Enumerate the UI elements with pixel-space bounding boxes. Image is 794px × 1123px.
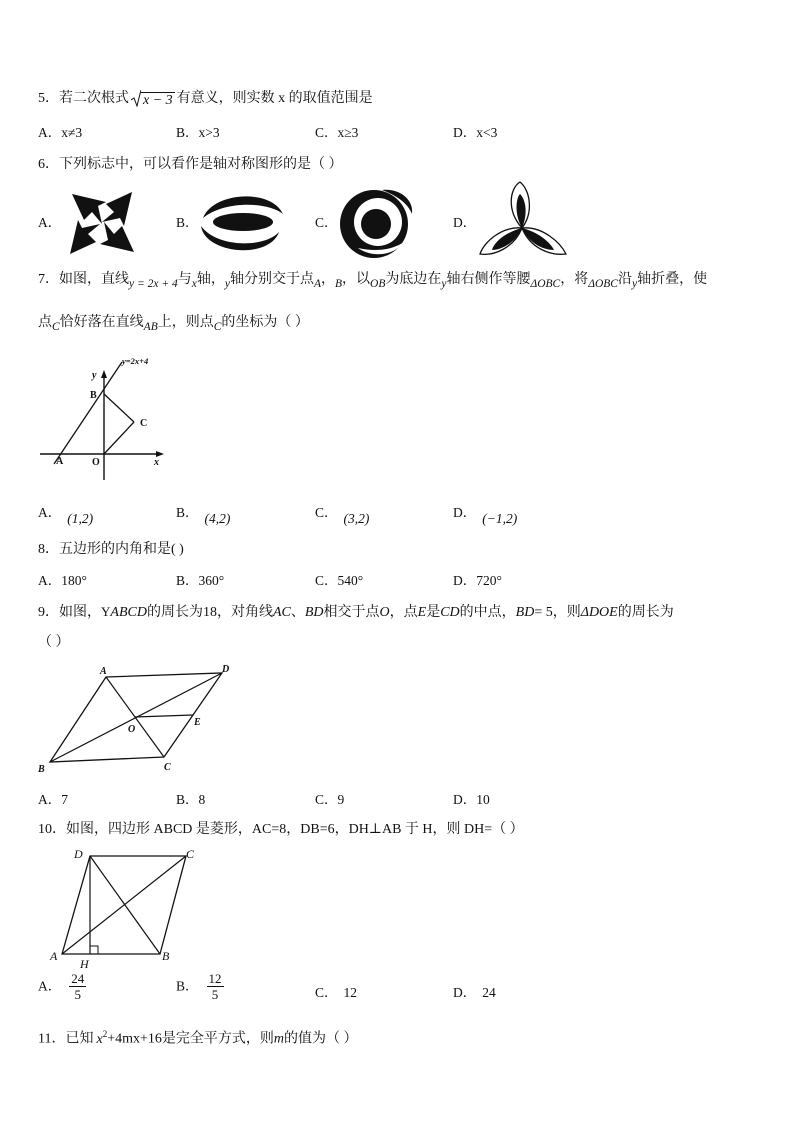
option-a[interactable]: A． (1,2) xyxy=(38,505,94,526)
point-o-label: O xyxy=(128,724,136,735)
option-c[interactable]: C．9 xyxy=(315,792,345,807)
option-b[interactable]: B．8 xyxy=(176,792,206,807)
point-b-label: B xyxy=(90,390,97,401)
option-d[interactable]: D．10 xyxy=(453,792,490,807)
question-text: 如图，四边形 ABCD 是菱形，AC=8，DB=6，DH⊥AB 于 H，则 DH=（ ） xyxy=(66,822,524,837)
point-c-label: C xyxy=(164,762,171,773)
option-b[interactable]: B．360° xyxy=(176,573,225,588)
option-d[interactable]: D． 24 xyxy=(453,985,496,1000)
line-equation: y = 2x + 4 xyxy=(129,278,178,290)
option-b[interactable]: B． xyxy=(176,215,199,230)
diagonal-bd xyxy=(90,856,160,954)
sqrt-expression xyxy=(131,89,175,110)
question-10 xyxy=(38,821,524,839)
question-number: 9． xyxy=(38,605,59,620)
segment-oc xyxy=(104,422,134,454)
question-6 xyxy=(38,156,343,174)
option-d[interactable]: D．720° xyxy=(453,573,502,588)
radical-sign xyxy=(131,89,141,107)
question-8 xyxy=(38,541,184,559)
question-7: 7．如图，直线$_{y = 2x + 4}$与$_x$轴，$_y$轴分别交于点$_A$，$_B$，以$_{OB}$为底边在$_y$轴右侧作等腰$_{\Delta OBC}$，将$_{\Delta OBC}$沿$_y$轴折叠，使 xyxy=(38,272,708,290)
question-number: 5． xyxy=(38,91,59,106)
point-a-label: A xyxy=(56,456,64,467)
three-petal-logo-icon xyxy=(476,180,572,260)
option-c[interactable]: C．x≥3 xyxy=(315,125,359,140)
point-d-label: D xyxy=(222,664,230,675)
option-c[interactable]: C．540° xyxy=(315,573,364,588)
option-a[interactable]: A． $\frac{24}{5}$ xyxy=(38,971,85,1002)
question-number: 8． xyxy=(38,542,59,557)
question-text: 五边形的内角和是( ) xyxy=(59,542,184,557)
point-h-label: H xyxy=(80,957,89,971)
question-number: 7． xyxy=(38,272,59,287)
option-a[interactable]: A．x≠3 xyxy=(38,125,83,140)
point-a-label: A xyxy=(50,949,58,963)
x-axis-label: x xyxy=(154,457,159,468)
option-d[interactable]: D．x<3 xyxy=(453,125,498,140)
q9-parallelogram-figure xyxy=(36,662,236,776)
point-o-label: O xyxy=(92,457,100,468)
diagonal-ac xyxy=(62,856,186,954)
option-d[interactable]: D． (−1,2) xyxy=(453,505,518,526)
point-a-label: A xyxy=(100,666,107,677)
option-b[interactable]: B． (4,2) xyxy=(176,505,231,526)
option-c[interactable]: C． xyxy=(315,215,338,230)
line-ab xyxy=(54,362,122,464)
segment-oe xyxy=(135,715,193,717)
fraction: $\frac{12}{5}$ xyxy=(208,971,222,1002)
option-d[interactable]: D． xyxy=(453,215,477,230)
point-d-label: D xyxy=(74,847,83,861)
point-b-label: B xyxy=(162,949,170,963)
question-9: 9．如图，YABCD的周长为18，对角线AC、BD相交于点O，点E是CD的中点，BD= 5，则ΔDOE的周长为 xyxy=(38,604,674,620)
option-a[interactable]: A． xyxy=(38,215,62,230)
question-number: 6． xyxy=(38,157,59,172)
polynomial-expression: +4mx+16 xyxy=(107,1031,162,1047)
option-c[interactable]: C． (3,2) xyxy=(315,505,370,526)
y-axis-label: y xyxy=(92,370,97,381)
point-b-label: B xyxy=(38,764,45,775)
line-label: y=2x+4 xyxy=(122,356,149,366)
parallelogram-symbol: Y xyxy=(101,604,111,619)
point-e-label: E xyxy=(194,717,201,728)
four-arrow-star-logo-icon xyxy=(62,184,142,262)
q10-rhombus-figure xyxy=(46,842,206,972)
question-text: 下列标志中，可以看作是轴对称图形的是（ ） xyxy=(59,157,343,172)
question-number: 10． xyxy=(38,822,66,837)
fraction: $\frac{24}{5}$ xyxy=(71,971,85,1002)
question-5 xyxy=(38,89,373,110)
eye-shape-logo-icon xyxy=(199,188,285,258)
point-c-label: C xyxy=(140,418,148,429)
question-7-line-2: 点$_C$恰好落在直线$_{AB}$上，则点$_C$的坐标为（ ） xyxy=(38,315,309,333)
circle-swirl-logo-icon xyxy=(338,184,416,260)
option-b[interactable]: B． $\frac{12}{5}$ xyxy=(176,971,222,1002)
option-a[interactable]: A．180° xyxy=(38,573,87,588)
y-axis-arrow xyxy=(101,370,107,378)
q7-coordinate-figure xyxy=(36,352,176,482)
question-text: 若二次根式 xyxy=(59,91,129,106)
question-9-line-2: （ ） xyxy=(38,635,70,650)
question-11: 11．已知 $x^2+4mx+16$是完全平方式，则m的值为（ ） xyxy=(38,1029,358,1047)
point-c-label: C xyxy=(186,847,195,861)
segment-bc xyxy=(104,394,134,422)
option-c[interactable]: C． 12 xyxy=(315,985,358,1000)
radicand: x − 3 xyxy=(143,93,173,108)
right-angle-mark xyxy=(90,946,98,954)
question-number: 11． xyxy=(38,1031,66,1047)
option-a[interactable]: A．7 xyxy=(38,792,68,807)
option-b[interactable]: B．x>3 xyxy=(176,125,220,140)
question-text-tail: 有意义，则实数 x 的取值范围是 xyxy=(176,91,373,106)
